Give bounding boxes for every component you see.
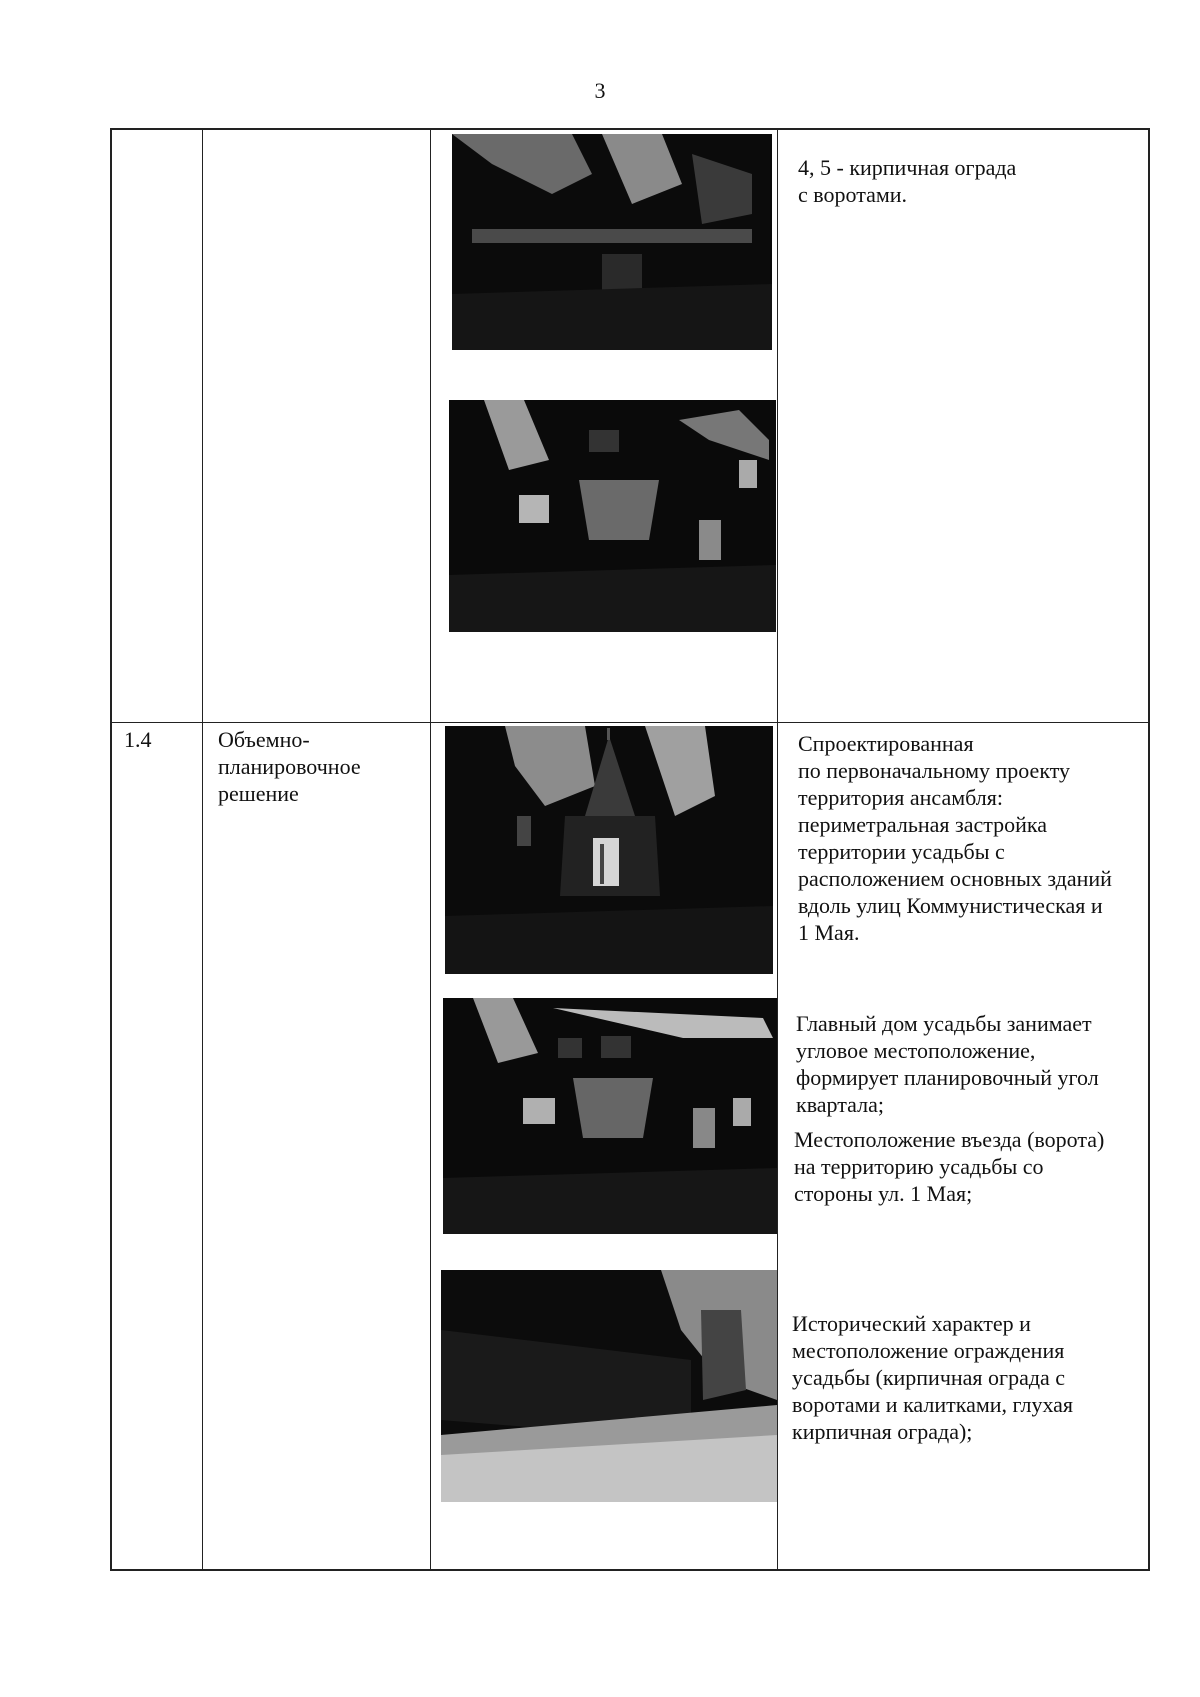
description-line: 1 Мая. (798, 920, 860, 945)
description-line: Исторический характер и (792, 1311, 1031, 1336)
description-line: воротами и калитками, глухая (792, 1392, 1074, 1417)
label-line: решение (218, 781, 299, 806)
description-line: на территорию усадьбы со (794, 1154, 1044, 1179)
row-divider (112, 722, 1148, 723)
description-line: местоположение ограждения (792, 1338, 1065, 1363)
description-line: с воротами. (798, 182, 908, 207)
row2-label (218, 726, 361, 807)
brick-fence-with-gates-photo (452, 134, 772, 350)
description-line: стороны ул. 1 Мая; (794, 1181, 973, 1206)
description-line: территория ансамбля: (798, 785, 1003, 810)
description-line: формирует планировочный угол (796, 1065, 1099, 1090)
description-line: Главный дом усадьбы занимает (796, 1011, 1092, 1036)
label-line: планировочное (218, 754, 361, 779)
gates-and-building-photo (449, 400, 776, 632)
row2-description-block-3 (794, 1126, 1104, 1207)
description-line: кирпичная ограда); (792, 1419, 973, 1444)
document-table (110, 128, 1150, 1571)
row2-description-block-2 (796, 1010, 1099, 1118)
column-divider (777, 130, 778, 1569)
description-line: по первоначальному проекту (798, 758, 1071, 783)
description-line: квартала; (796, 1092, 884, 1117)
row2-number: 1.4 (124, 727, 152, 752)
brick-fence-street-photo (441, 1270, 777, 1502)
row2-description-block-4 (792, 1310, 1073, 1445)
page-number: 3 (594, 78, 606, 103)
description-line: Местоположение въезда (ворота) (794, 1127, 1105, 1152)
label-line: Объемно- (218, 727, 310, 752)
row1-description (798, 154, 1016, 208)
row2-description-block-1 (798, 730, 1112, 946)
description-line: расположением основных зданий (798, 866, 1112, 891)
description-line: вдоль улиц Коммунистическая и (798, 893, 1103, 918)
description-line: периметральная застройка (798, 812, 1048, 837)
description-line: 4, 5 - кирпичная ограда (798, 155, 1017, 180)
column-divider (202, 130, 203, 1569)
description-line: угловое местоположение, (796, 1038, 1036, 1063)
description-line: усадьбы (кирпичная ограда с (792, 1365, 1066, 1390)
description-line: территории усадьбы с (798, 839, 1005, 864)
column-divider (430, 130, 431, 1569)
description-line: Спроектированная (798, 731, 974, 756)
main-house-corner-tower-photo (445, 726, 773, 974)
gates-and-building-photo (443, 998, 777, 1234)
